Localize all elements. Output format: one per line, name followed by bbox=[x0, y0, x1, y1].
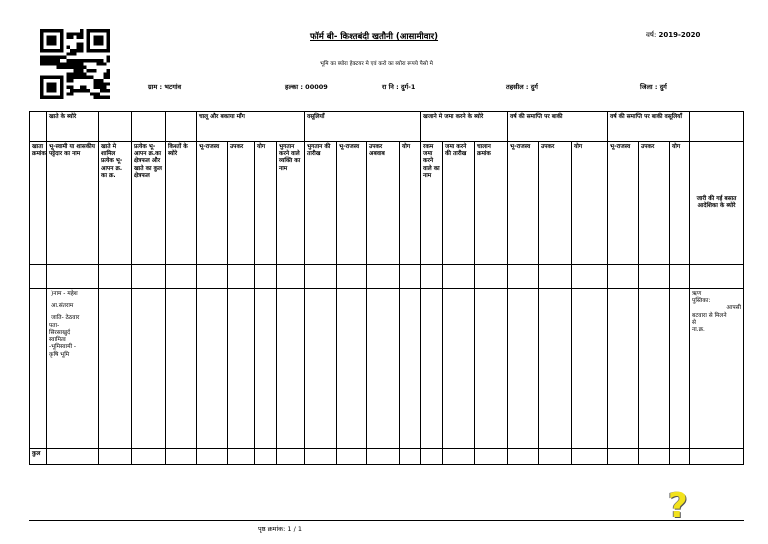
district: जिला : दुर्ग bbox=[640, 83, 667, 91]
col-payer-name: भुगतान करने वाले व्यक्ति का नाम bbox=[277, 142, 305, 265]
col-collected-total: योग bbox=[400, 142, 421, 265]
col-process-details: जारी की गई बसात आदेशिका के ब्योरे bbox=[690, 142, 744, 265]
help-icon[interactable]: ? bbox=[668, 486, 688, 526]
col-depositor-name: रकम जमा करने वाले का नाम bbox=[421, 142, 443, 265]
halka: हल्का : 00009 bbox=[285, 83, 328, 91]
revenue-inspector: रा नि : दुर्ग-1 bbox=[382, 83, 416, 91]
col-balance-total: योग bbox=[572, 142, 608, 265]
group-varsh-baki: वर्ष की समाप्ति पर बाकी bbox=[508, 112, 608, 142]
tehsil: तहसील : दुर्ग bbox=[506, 83, 538, 91]
col-installments: किश्तों के ब्योरे bbox=[166, 142, 197, 265]
col-land-revenue: भू-राजस्व bbox=[197, 142, 228, 265]
column-header-row bbox=[30, 142, 744, 265]
col-balance-revenue: भू-राजस्व bbox=[508, 142, 539, 265]
col-khata-no: खाता क्रमांक bbox=[30, 142, 47, 265]
khatauni-table bbox=[29, 111, 744, 465]
total-label: कुल bbox=[30, 449, 47, 465]
group-vasuliyan: वसूलियाँ bbox=[305, 112, 421, 142]
col-payment-date: भुगतान की तारीख bbox=[305, 142, 337, 265]
year-value: 2019-2020 bbox=[658, 31, 701, 39]
village: ग्राम : भटगांव bbox=[148, 83, 182, 91]
owner-details: )नाम - महेश आ.संतराम जाति- ठेठवार पता- सिरसाखुर्द स्वामित्व -भूमिस्वामी - कृषि भूमि bbox=[47, 289, 99, 449]
col-arrear-total: योग bbox=[670, 142, 690, 265]
group-varsh-vasuli: वर्ष की समाप्ति पर बाकी वसूलियाँ bbox=[608, 112, 690, 142]
total-row bbox=[30, 449, 744, 465]
col-area: प्रत्येक भू-आपन क्र.का क्षेत्रफल और खाते का कुल क्षेत्रफल bbox=[132, 142, 166, 265]
year-label: वर्ष: bbox=[646, 31, 657, 39]
col-arrear-cess: उपकर bbox=[639, 142, 670, 265]
col-challan-no: चालान क्रमांक bbox=[475, 142, 508, 265]
group-chalu: चालू और बकाया माँग bbox=[197, 112, 305, 142]
col-cess: उपकर bbox=[228, 142, 255, 265]
form-title: फॉर्म बी- किश्तबंदी खतौनी (आसामीवार) bbox=[310, 32, 439, 42]
col-deposit-date: जमा करने की तारीख bbox=[443, 142, 475, 265]
footer-divider bbox=[29, 520, 744, 521]
qr-code bbox=[40, 28, 110, 100]
col-collected-revenue: भू-राजस्व bbox=[337, 142, 367, 265]
group-khata: खाते के ब्योरे bbox=[47, 112, 99, 142]
col-collected-cess: उपकर अबवाब bbox=[367, 142, 400, 265]
page-number: पृष्ठ क्रमांक: 1 / 1 bbox=[258, 525, 302, 533]
remarks-details: ऋण पुस्तिका: आपसी बटवारा से मिलने से ना.क्र. bbox=[690, 289, 744, 449]
units-subtitle: भूमि का ब्योरा हेक्टयर मे एवं करो का ब्योरा रूपये पैसो मे bbox=[320, 61, 433, 67]
group-khajane: खजाने मे जमा करने के ब्योरे bbox=[421, 112, 508, 142]
col-owner-name: भू-स्वामी या शासकीय पट्टेदार का नाम bbox=[47, 142, 99, 265]
group-header-row bbox=[30, 112, 744, 142]
col-balance-cess: उपकर bbox=[539, 142, 572, 265]
col-arrear-revenue: भू-राजस्व bbox=[608, 142, 639, 265]
blank-row bbox=[30, 265, 744, 289]
col-total: योग bbox=[255, 142, 277, 265]
table-row bbox=[30, 289, 744, 449]
col-plot-no: खाते मे शामिल प्रत्येक भू-आपन क्र. का क्र. bbox=[99, 142, 132, 265]
year bbox=[646, 31, 700, 40]
